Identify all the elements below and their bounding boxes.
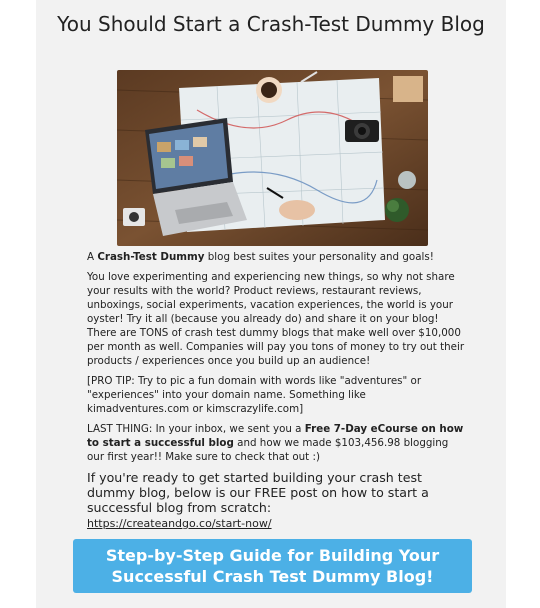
pro-tip: [PRO TIP: Try to pic a fun domain with words like "adventures" or "experiences" into your domain name. Something like kimadventures.com or kimscrazylife.com] (87, 375, 422, 415)
body-paragraph: You love experimenting and experiencing new things, so why not share your results with the world? Product reviews, restaurant reviews, unboxings, social experiments, vacation experiences, the world is your oyster! Try it all (because you already do) and share it on your blog! There are TONS of crash test dummy blogs that make well over $10,000 per month as well. Companies will pay you tons of money to try out their products / experiences once you build up an audience! (87, 271, 465, 367)
start-now-link[interactable]: https://createandgo.co/start-now/ (87, 517, 272, 530)
last-thing-text: LAST THING: In your inbox, we sent you a (87, 423, 305, 435)
intro-paragraph (87, 250, 467, 264)
last-thing-bold: Free 7-Day eCourse on how to start a successful blog (87, 423, 464, 449)
intro-bold: Crash-Test Dummy (97, 251, 205, 263)
guide-cta-button[interactable] (73, 539, 472, 593)
intro-text-end: blog best suites your personality and goals! (204, 251, 434, 263)
cta-label: Step-by-Step Guide for Building Your Successful Crash Test Dummy Blog! (105, 546, 440, 586)
last-thing-text-end: and how we made $103,456.98 blogging our first year!! Make sure to check that out :) (87, 437, 449, 463)
article-body (87, 250, 467, 531)
page-title: You Should Start a Crash-Test Dummy Blog (57, 12, 485, 36)
intro-text: A (87, 251, 98, 263)
ready-paragraph: If you're ready to get started building your crash test dummy blog, below is our FREE post on how to start a successful blog from scratch: (87, 470, 429, 515)
hero-image (117, 70, 428, 246)
last-thing-paragraph (87, 422, 467, 464)
